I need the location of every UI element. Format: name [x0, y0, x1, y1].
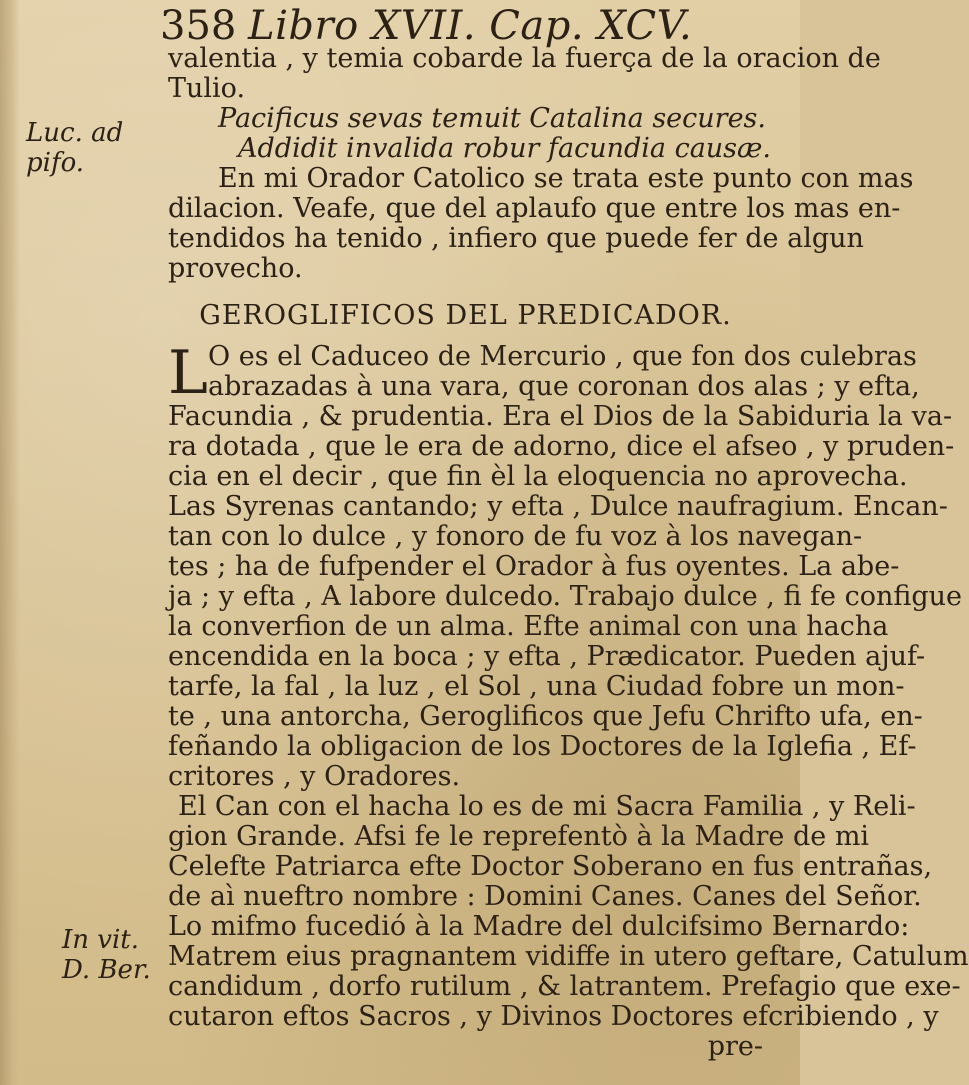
page-header [160, 3, 760, 49]
text-line: Pacificus sevas temuit Catalina secures. [218, 103, 766, 134]
margin-note-luc: Luc. ad [26, 118, 124, 148]
text-line: Tulio. [168, 73, 246, 104]
text-line: dilacion. Veafe, que del aplaufo que entre los mas en- [168, 193, 901, 224]
page-number: 358 [160, 3, 237, 49]
margin-note-in-vit: In vit. [62, 925, 139, 955]
catchword: pre- [707, 1031, 763, 1062]
paragraph-line: critores , y Oradores. [168, 761, 461, 792]
paragraph-line: Facundia , & prudentia. Era el Dios de la Sabiduria la va- [168, 401, 953, 432]
paragraph-line: Lo mifmo fucedió à la Madre del dulcifsimo Bernardo: [168, 911, 910, 942]
paragraph [168, 338, 969, 1032]
paragraph-line: cutaron eftos Sacros , y Divinos Doctores efcribiendo , y [168, 1001, 939, 1032]
drop-cap: L [168, 338, 208, 408]
margin-note-d-ber: D. Ber. [62, 955, 151, 985]
paragraph-line: te , una antorcha, Geroglificos que Jefu Chrifto ufa, en- [168, 701, 923, 732]
paragraph-line: encendida en la boca ; y efta , Prædicator. Pueden ajuf- [168, 641, 926, 672]
page-gutter-shadow [0, 0, 20, 1085]
paragraph-line: cia en el decir , que fin èl la eloquencia no aprovecha. [168, 461, 908, 492]
margin-note-piso: pifo. [26, 148, 85, 178]
paragraph-line: abrazadas à una vara, que coronan dos alas ; y efta, [208, 371, 920, 402]
paragraph-line: ra dotada , que le era de adorno, dice el afseo , y pruden- [168, 431, 955, 462]
paragraph-line: Matrem eius pragnantem vidiffe in utero geftare, Catulum [168, 941, 969, 972]
text-line: En mi Orador Catolico se trata este punto con mas [218, 163, 914, 194]
paragraph-line: gion Grande. Afsi fe le reprefentò à la Madre de mi [168, 821, 870, 852]
paragraph-line: la converfion de un alma. Efte animal con una hacha [168, 611, 889, 642]
opening-passage [168, 43, 914, 284]
body-text [168, 43, 969, 1062]
section-heading: GEROGLIFICOS DEL PREDICADOR. [199, 300, 732, 331]
paragraph-lines [168, 338, 969, 1032]
text-line: provecho. [168, 253, 303, 284]
paragraph-line: feñando la obligacion de los Doctores de la Iglefia , Ef- [168, 731, 917, 762]
paragraph-line: de aì nueftro nombre : Domini Canes. Canes del Señor. [168, 881, 922, 912]
paragraph-line: tes ; ha de fufpender el Orador à fus oyentes. La abe- [168, 551, 900, 582]
text-line: Addidit invalida robur facundia causæ. [238, 133, 771, 164]
text-line: tendidos ha tenido , infiero que puede fer de algun [168, 223, 864, 254]
running-head: Libro XVII. Cap. XCV. [248, 3, 693, 49]
paragraph-line: Las Syrenas cantando; y efta , Dulce naufragium. Encan- [168, 491, 948, 522]
paragraph-line: ja ; y efta , A labore dulcedo. Trabajo dulce , fi fe configue [168, 581, 963, 612]
paragraph-line: O es el Caduceo de Mercurio , que fon dos culebras [208, 341, 917, 372]
paragraph-line: tarfe, la fal , la luz , el Sol , una Ciudad fobre un mon- [168, 671, 905, 702]
paragraph-line: tan con lo dulce , y fonoro de fu voz à los navegan- [168, 521, 863, 552]
text-line: valentia , y temia cobarde la fuerça de la oracion de [168, 43, 881, 74]
paragraph-line: candidum , dorfo rutilum , & latrantem. Prefagio que exe- [168, 971, 961, 1002]
paragraph-line: Celefte Patriarca efte Doctor Soberano en fus entrañas, [168, 851, 933, 882]
paragraph-line: El Can con el hacha lo es de mi Sacra Familia , y Reli- [178, 791, 916, 822]
